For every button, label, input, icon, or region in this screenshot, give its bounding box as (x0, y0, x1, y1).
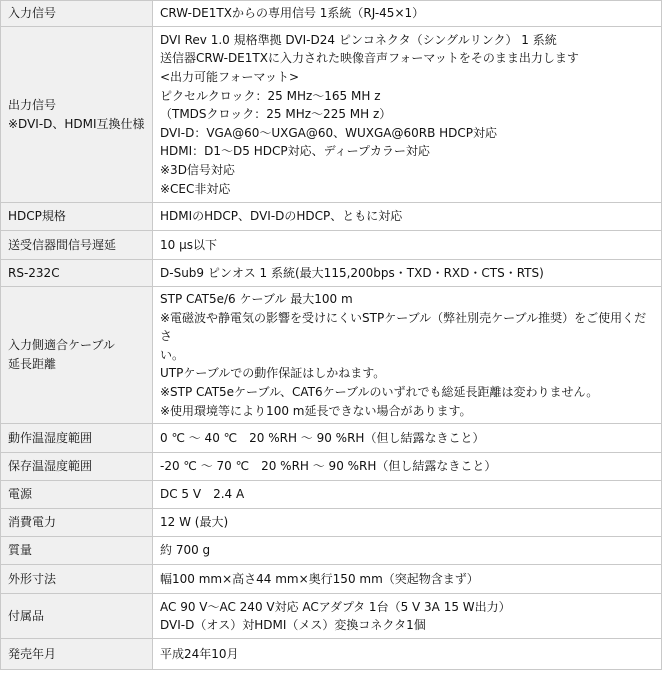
spec-label (1, 287, 153, 424)
spec-label-line: 電源 (8, 487, 33, 502)
spec-label (1, 594, 153, 639)
spec-value-line: DVI-D（オス）対HDMI（メス）変換コネクタ1個 (160, 618, 426, 633)
spec-label (1, 1, 153, 27)
spec-value-line: ※3D信号対応 (160, 162, 235, 177)
spec-value-line: DC 5 V 2.4 A (160, 487, 245, 502)
spec-label-line: RS-232C (8, 265, 60, 280)
spec-value-line: STP CAT5e/6 ケーブル 最大100 m (160, 292, 353, 306)
spec-value (153, 287, 662, 424)
spec-value-line: CRW-DE1TXからの専用信号 1系統（RJ-45×1） (160, 6, 425, 21)
spec-value-line: -20 ℃ ～ 70 ℃ 20 %RH ～ 90 %RH（但し結露なきこと） (160, 459, 497, 474)
spec-value-line: い。 (160, 347, 185, 362)
spec-row (1, 481, 662, 509)
spec-value (153, 27, 662, 203)
spec-label-line: 外形寸法 (8, 571, 57, 586)
spec-label (1, 481, 153, 509)
spec-value-line: ※電磁波や静電気の影響を受けにくいSTPケーブル（弊社別売ケーブル推奨）をご使用くださ (160, 310, 647, 344)
spec-label (1, 260, 153, 287)
spec-row (1, 509, 662, 537)
spec-value-line: 10 μs以下 (160, 237, 217, 252)
spec-value-line: HDMI：D1～D5 HDCP対応、ディープカラー対応 (160, 144, 430, 159)
spec-value-line: D-Sub9 ピンオス 1 系統(最大115,200bps・TXD・RXD・CTS・RTS) (160, 265, 544, 280)
spec-value-line: ※STP CAT5eケーブル、CAT6ケーブルのいずれでも総延長距離は変わりません。 (160, 384, 599, 399)
spec-row (1, 260, 662, 287)
spec-value-line: UTPケーブルでの動作保証はしかねます。 (160, 366, 386, 381)
spec-value-line: 約 700 g (160, 543, 211, 558)
spec-value-line: DVI-D：VGA@60～UXGA@60、WUXGA@60RB HDCP対応 (160, 125, 498, 140)
spec-row (1, 594, 662, 639)
spec-row (1, 203, 662, 231)
spec-value-line: 送信器CRW-DE1TXに入力された映像音声フォーマットをそのまま出力します (160, 51, 579, 66)
spec-value (153, 424, 662, 453)
spec-value (153, 639, 662, 670)
spec-value-line: <出力可能フォーマット> (160, 70, 300, 85)
spec-value (153, 537, 662, 565)
spec-label (1, 203, 153, 231)
spec-value (153, 231, 662, 260)
spec-row (1, 537, 662, 565)
spec-label-line: 送受信器間信号遅延 (8, 237, 117, 252)
spec-value-line: HDMIのHDCP、DVI-DのHDCP、ともに対応 (160, 209, 403, 224)
spec-value-line: DVI Rev 1.0 規格準拠 DVI-D24 ピンコネクタ（シングルリンク） 1 系統 (160, 32, 557, 47)
spec-value-line: 0 ℃ ～ 40 ℃ 20 %RH ～ 90 %RH（但し結露なきこと） (160, 430, 485, 445)
spec-value (153, 594, 662, 639)
spec-row (1, 231, 662, 260)
spec-label (1, 231, 153, 260)
spec-row (1, 424, 662, 453)
spec-row (1, 639, 662, 670)
spec-value-line: ※CEC非対応 (160, 181, 231, 196)
spec-label (1, 424, 153, 453)
spec-label (1, 27, 153, 203)
spec-label (1, 565, 153, 594)
spec-label-line: 延長距離 (8, 357, 57, 372)
spec-value-line: 平成24年10月 (160, 646, 239, 661)
spec-label (1, 537, 153, 565)
spec-value-line: 12 W (最大) (160, 515, 229, 530)
spec-label-line: 保存温湿度範囲 (8, 459, 93, 474)
spec-row (1, 287, 662, 424)
spec-value (153, 260, 662, 287)
spec-value (153, 509, 662, 537)
spec-label-line: ※DVI-D、HDMI互換仕様 (8, 116, 145, 131)
spec-value-line: ※使用環境等により100 m延長できない場合があります。 (160, 403, 472, 418)
spec-row (1, 453, 662, 481)
spec-value-line: AC 90 V～AC 240 V対応 ACアダプタ 1台（5 V 3A 15 W出力） (160, 599, 511, 614)
spec-table-body (1, 1, 662, 670)
spec-label-line: 出力信号 (8, 97, 57, 112)
spec-label-line: 付属品 (8, 608, 45, 623)
spec-label-line: 入力側適合ケーブル (8, 338, 115, 353)
spec-label (1, 453, 153, 481)
spec-value-line: ピクセルクロック：25 MHz～165 MH z (160, 88, 381, 103)
spec-label-line: 質量 (8, 543, 33, 558)
spec-label (1, 639, 153, 670)
spec-row (1, 27, 662, 203)
spec-row (1, 1, 662, 27)
spec-value (153, 481, 662, 509)
spec-label-line: 動作温湿度範囲 (8, 430, 93, 445)
spec-label-line: HDCP規格 (8, 209, 66, 224)
spec-label-line: 入力信号 (8, 6, 57, 21)
spec-value (153, 203, 662, 231)
spec-label-line: 発売年月 (8, 646, 57, 661)
spec-label (1, 509, 153, 537)
spec-row (1, 565, 662, 594)
spec-value-line: 幅100 mm×高さ44 mm×奥行150 mm（突起物含まず） (160, 571, 479, 586)
spec-value (153, 565, 662, 594)
spec-value (153, 1, 662, 27)
spec-value-line: （TMDSクロック：25 MHz～225 MH z） (160, 107, 392, 122)
spec-value (153, 453, 662, 481)
spec-label-line: 消費電力 (8, 515, 57, 530)
